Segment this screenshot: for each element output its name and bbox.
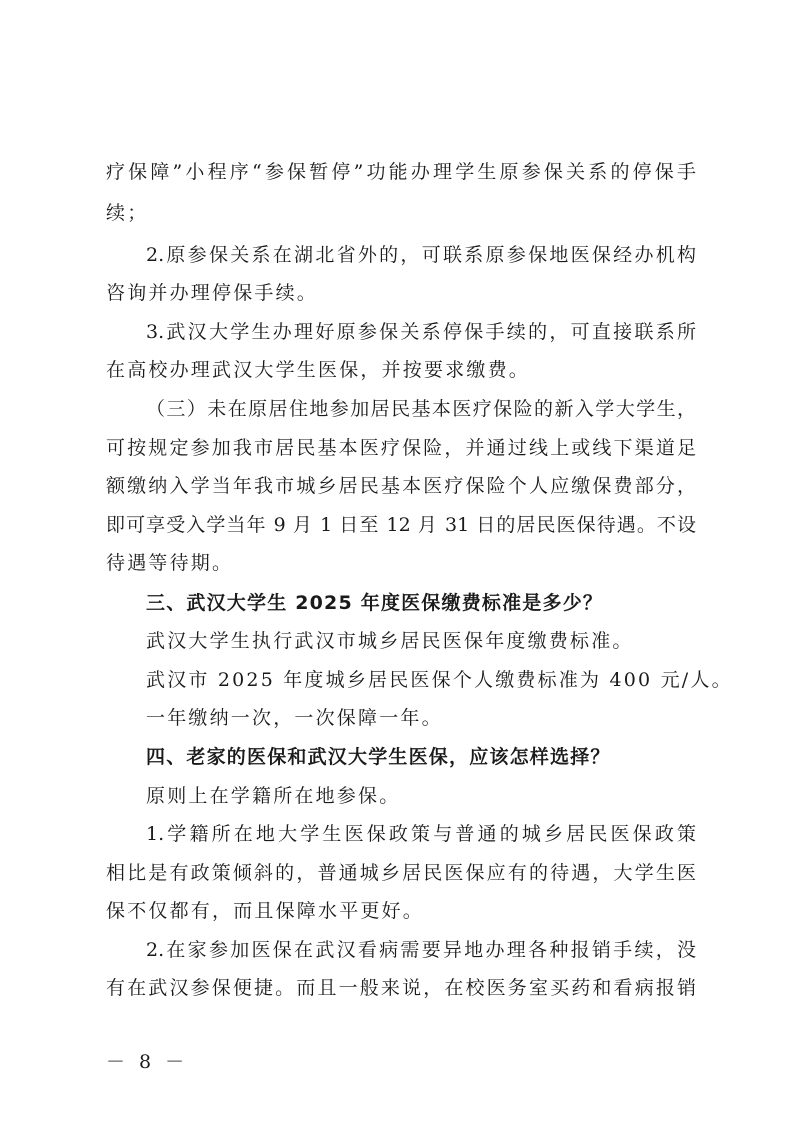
paragraph-line: （三）未在原居住地参加居民基本医疗保险的新入学大学生， bbox=[146, 398, 696, 420]
paragraph-line: 2.在家参加医保在武汉看病需要异地办理各种报销手续，没 bbox=[146, 939, 696, 961]
paragraph-line: 原则上在学籍所在地参保。 bbox=[146, 785, 401, 807]
section-heading: 四、老家的医保和武汉大学生医保，应该怎样选择？ bbox=[146, 746, 611, 768]
paragraph-line: 待遇等待期。 bbox=[106, 552, 234, 574]
paragraph-line: 2.原参保关系在湖北省外的，可联系原参保地医保经办机构 bbox=[146, 244, 696, 266]
paragraph-line: 疗保障”小程序“参保暂停”功能办理学生原参保关系的停保手 bbox=[106, 161, 696, 183]
paragraph-line: 额缴纳入学当年我市城乡居民基本医疗保险个人应缴保费部分， bbox=[106, 475, 696, 497]
page-number: － 8 － bbox=[106, 1051, 189, 1073]
paragraph-line: 一年缴纳一次，一次保障一年。 bbox=[146, 707, 443, 729]
paragraph-line: 相比是有政策倾斜的，普通城乡居民医保应有的待遇，大学生医 bbox=[106, 862, 696, 884]
paragraph-line: 即可享受入学当年 9 月 1 日至 12 月 31 日的居民医保待遇。不设 bbox=[106, 514, 696, 536]
paragraph-line: 有在武汉参保便捷。而且一般来说，在校医务室买药和看病报销 bbox=[106, 977, 696, 999]
section-heading: 三、武汉大学生 2025 年度医保缴费标准是多少？ bbox=[146, 592, 604, 614]
paragraph-line: 在高校办理武汉大学生医保，并按要求缴费。 bbox=[106, 359, 531, 381]
paragraph-line: 可按规定参加我市居民基本医疗保险，并通过线上或线下渠道足 bbox=[106, 437, 696, 459]
paragraph-line: 保不仅都有，而且保障水平更好。 bbox=[106, 900, 425, 922]
paragraph-line: 1.学籍所在地大学生医保政策与普通的城乡居民医保政策 bbox=[146, 823, 696, 845]
paragraph-line: 咨询并办理停保手续。 bbox=[106, 282, 319, 304]
paragraph-line: 续； bbox=[106, 202, 149, 224]
paragraph-line: 3.武汉大学生办理好原参保关系停保手续的，可直接联系所 bbox=[146, 321, 696, 343]
paragraph-line: 武汉大学生执行武汉市城乡居民医保年度缴费标准。 bbox=[146, 630, 634, 652]
paragraph-line: 武汉市 2025 年度城乡居民医保个人缴费标准为 400 元/人。 bbox=[146, 669, 733, 691]
